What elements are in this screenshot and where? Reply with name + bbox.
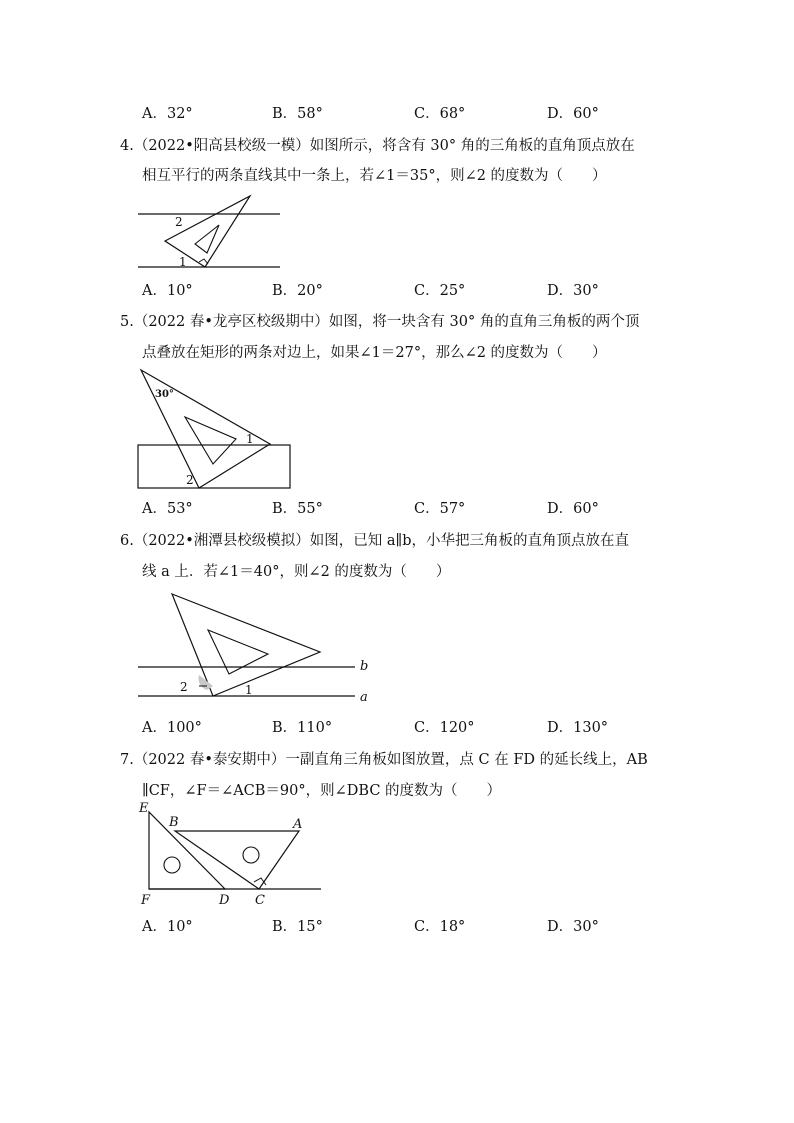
q4-angle1-label: 1: [179, 255, 187, 269]
q7-figure: [135, 798, 335, 908]
q4-angle2-label: 2: [175, 215, 183, 229]
q7-label-B: B: [169, 815, 179, 830]
q7-label-F: F: [141, 893, 151, 908]
option-d[interactable]: D．30°: [547, 919, 599, 935]
q6-stem-line2: 线 a 上．若∠1＝40°，则∠2 的度数为（ ）: [142, 564, 451, 580]
q5-angle1-label: 1: [246, 432, 254, 446]
option-b[interactable]: B．58°: [272, 106, 323, 122]
option-c[interactable]: C．57°: [414, 501, 466, 517]
option-a[interactable]: A．32°: [142, 106, 193, 122]
option-a[interactable]: A．100°: [142, 720, 202, 736]
q6-angle2-label: 2: [180, 680, 188, 694]
option-b[interactable]: B．110°: [272, 720, 333, 736]
option-a[interactable]: A．53°: [142, 501, 193, 517]
q6-line-b-label: b: [360, 659, 369, 674]
q7-label-A: A: [293, 817, 303, 832]
q7-stem-line1: 7.（2022 春•泰安期中）一副直角三角板如图放置，点 C 在 FD 的延长线上，AB: [120, 752, 648, 768]
option-c[interactable]: C．18°: [414, 919, 466, 935]
option-b[interactable]: B．15°: [272, 919, 323, 935]
q6-line-a-label: a: [360, 690, 368, 705]
option-c[interactable]: C．25°: [414, 283, 466, 299]
q7-label-D: D: [219, 893, 230, 908]
option-d[interactable]: D．60°: [547, 501, 599, 517]
q4-figure: [135, 192, 285, 272]
q3-options: [142, 102, 702, 124]
option-d[interactable]: D．30°: [547, 283, 599, 299]
q5-stem-line2: 点叠放在矩形的两条对边上，如果∠1＝27°，那么∠2 的度数为（ ）: [142, 345, 607, 361]
option-c[interactable]: C．68°: [414, 106, 466, 122]
q5-angle30-label: 30°: [155, 389, 174, 400]
q5-angle2-label: 2: [186, 473, 194, 487]
q4-stem-line1: 4.（2022•阳高县校级一模）如图所示，将含有 30° 角的三角板的直角顶点放在: [120, 138, 635, 154]
q6-angle1-label: 1: [245, 683, 253, 697]
option-c[interactable]: C．120°: [414, 720, 475, 736]
option-b[interactable]: B．20°: [272, 283, 323, 299]
option-a[interactable]: A．10°: [142, 919, 193, 935]
q5-figure: [135, 367, 295, 492]
q7-stem-line2: ∥CF，∠F＝∠ACB＝90°，则∠DBC 的度数为（ ）: [142, 783, 502, 799]
option-b[interactable]: B．55°: [272, 501, 323, 517]
q5-options: [142, 497, 702, 519]
q5-stem-line1: 5.（2022 春•龙亭区校级期中）如图，将一块含有 30° 角的直角三角板的两个顶: [120, 314, 640, 330]
option-d[interactable]: D．60°: [547, 106, 599, 122]
q6-stem-line1: 6.（2022•湘潭县校级模拟）如图，已知 a∥b，小华把三角板的直角顶点放在直: [120, 533, 630, 549]
q7-label-E: E: [139, 801, 149, 816]
q7-options: [142, 915, 702, 937]
q6-options: [142, 716, 702, 738]
q4-stem-line2: 相互平行的两条直线其中一条上，若∠1＝35°，则∠2 的度数为（ ）: [142, 168, 607, 184]
q4-options: [142, 279, 702, 301]
q6-figure: [135, 590, 375, 705]
option-d[interactable]: D．130°: [547, 720, 609, 736]
q7-label-C: C: [255, 893, 265, 908]
option-a[interactable]: A．10°: [142, 283, 193, 299]
